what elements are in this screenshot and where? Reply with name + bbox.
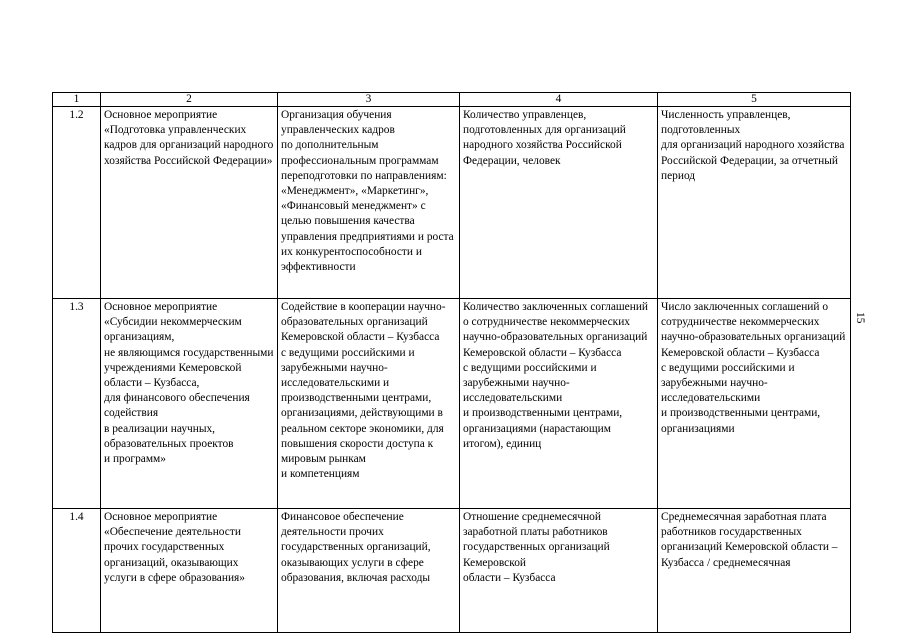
header-cell-5: 5 xyxy=(658,93,851,107)
table-header-row xyxy=(53,93,851,107)
header-cell-2: 2 xyxy=(101,93,278,107)
event-description-cell: Финансовое обеспечение деятельности прочих государственных организаций, оказывающих услуги в сфере образования, включая расходы xyxy=(278,509,460,633)
header-cell-1: 1 xyxy=(53,93,101,107)
event-description-cell: Содействие в кооперации научно-образовательных организаций Кемеровской области – Кузбасса с ведущими российскими и зарубежными научно-исследовательскими и производственными центрами, организациями, действующими в реальном секторе экономики, для повышения скорости доступа к мировым рынкам и компетенциям xyxy=(278,299,460,509)
indicator-method-cell: Среднемесячная заработная плата работников государственных организаций Кемеровской области – Кузбасса / среднемесячная xyxy=(658,509,851,633)
event-name-cell: Основное мероприятие «Подготовка управленческих кадров для организаций народного хозяйства Российской Федерации» xyxy=(101,107,278,299)
row-number: 1.3 xyxy=(53,299,101,509)
table-row xyxy=(53,107,851,299)
table-row xyxy=(53,509,851,633)
table-row xyxy=(53,299,851,509)
indicator-name-cell: Количество управленцев, подготовленных для организаций народного хозяйства Российской Федерации, человек xyxy=(460,107,658,299)
header-cell-3: 3 xyxy=(278,93,460,107)
indicator-name-cell: Отношение среднемесячной заработной платы работников государственных организаций Кемеровской области – Кузбасса xyxy=(460,509,658,633)
indicator-method-cell: Число заключенных соглашений о сотрудничестве некоммерческих научно-образовательных организаций Кемеровской области – Кузбасса с ведущими российскими и зарубежными научно-исследовательскими и производственными центрами, организациями xyxy=(658,299,851,509)
indicator-name-cell: Количество заключенных соглашений о сотрудничестве некоммерческих научно-образовательных организаций Кемеровской области – Кузбасса с ведущими российскими и зарубежными научно-исследовательскими и производственными центрами, организациями (нарастающим итогом), единиц xyxy=(460,299,658,509)
event-description-cell: Организация обучения управленческих кадров по дополнительным профессиональным программам переподготовки по направлениям: «Менеджмент», «Маркетинг», «Финансовый менеджмент» с целью повышения качества управления предприятиями и роста их конкурентоспособности и эффективности xyxy=(278,107,460,299)
page-number: 15 xyxy=(854,312,866,324)
row-number: 1.4 xyxy=(53,509,101,633)
event-name-cell: Основное мероприятие «Обеспечение деятельности прочих государственных организаций, оказывающих услуги в сфере образования» xyxy=(101,509,278,633)
row-number: 1.2 xyxy=(53,107,101,299)
document-table xyxy=(52,92,851,633)
indicator-method-cell: Численность управленцев, подготовленных для организаций народного хозяйства Российской Федерации, за отчетный период xyxy=(658,107,851,299)
header-cell-4: 4 xyxy=(460,93,658,107)
event-name-cell: Основное мероприятие «Субсидии некоммерческим организациям, не являющимся государственными учреждениями Кемеровской области – Кузбасса, для финансового обеспечения содействия в реализации научных, образовательных проектов и программ» xyxy=(101,299,278,509)
